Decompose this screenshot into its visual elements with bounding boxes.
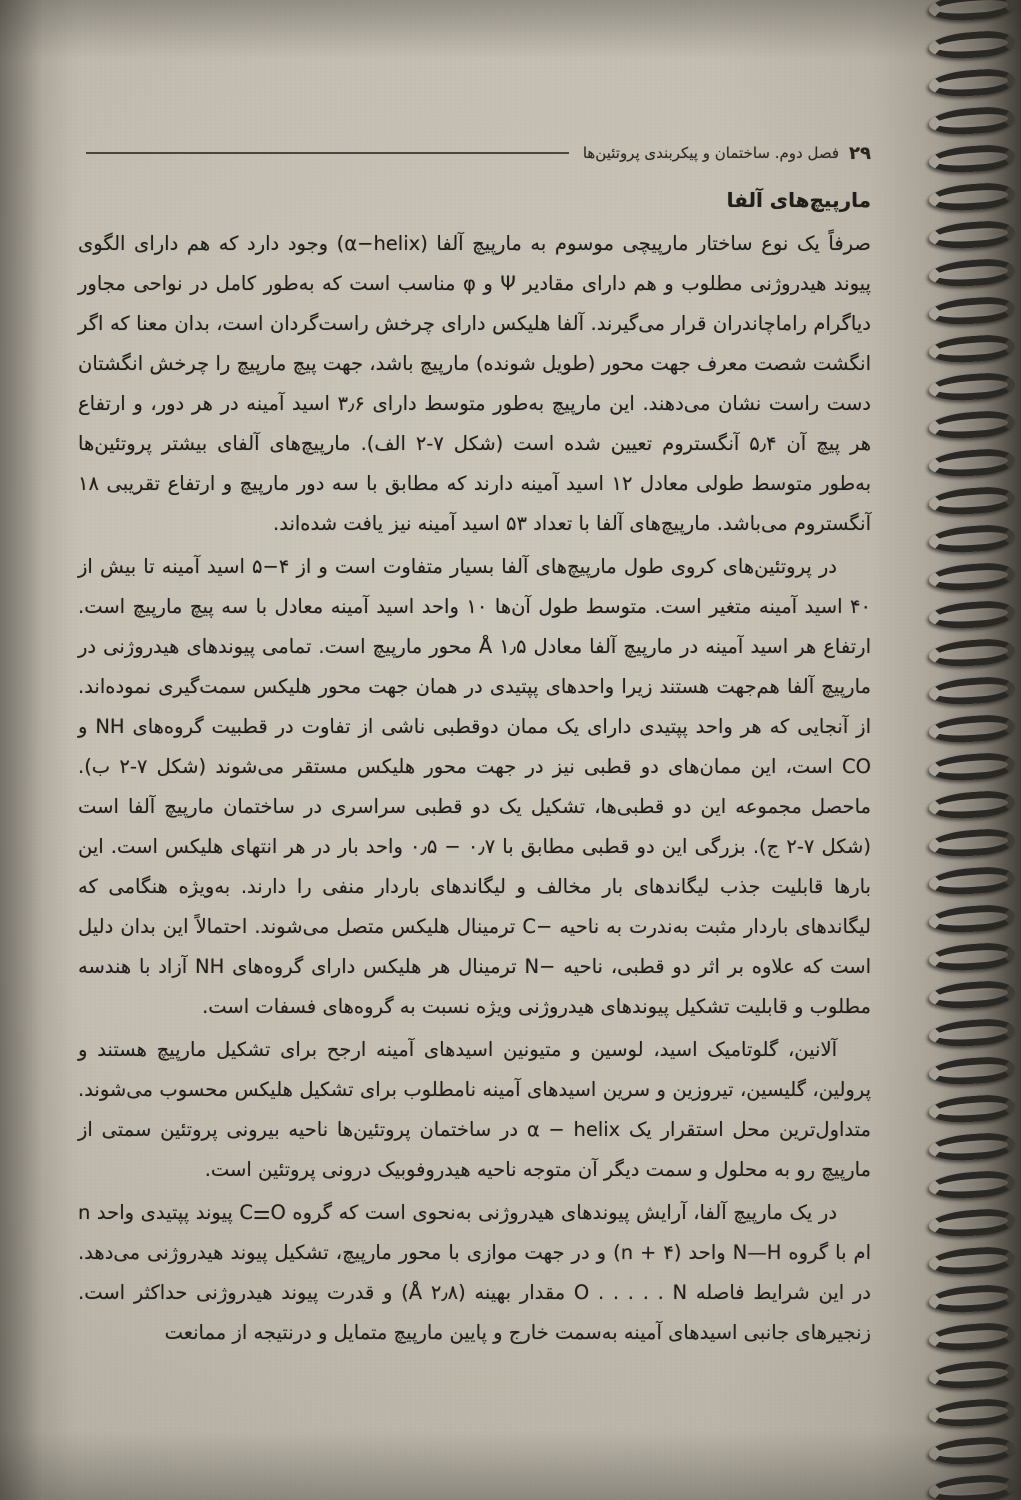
body-paragraph-4: در یک مارپیچ آلفا، آرایش پیوندهای هیدروژنی به‌نحوی است که گروه C⚌O پیوند پپتیدی واحد n ام با گروه N—H واحد (۴ + n) و در جهت موازی با محور مارپیچ، تشکیل پیوند هیدروژنی می‌دهد. در این شرایط فاصله O . . . . . N مقدار بهینه (۲٫۸ Å) و قدرت پیوند هیدروژنی حداکثر است. زنجیرهای جانبی اسیدهای آمینه به‌سمت خارج و پایین مارپیچ متمایل و درنتیجه از ممانعت [78, 1201, 871, 1344]
section-heading: مارپیچ‌های آلفا [726, 188, 871, 212]
page-number: ۲۹ [849, 142, 871, 164]
body-paragraph-1: صرفاً یک نوع ساختار مارپیچی موسوم به مارپیچ آلفا (α−helix) وجود دارد که هم دارای الگوی پیوند هیدروژنی مطلوب و هم دارای مقادیر Ψ و φ مناسب است که به‌طور کامل در نواحی مجاور دیاگرام راماچاندران قرار می‌گیرند. آلفا هلیکس دارای چرخش راست‌گردان است، بدان معنا که اگر انگشت شصت معرف جهت محور (طویل شونده) مارپیچ باشد، جهت پیچ مارپیچ را چرخش انگشتان دست راست نشان می‌دهند. این مارپیچ به‌طور متوسط دارای ۳٫۶ اسید آمینه در هر دور، و ارتفاع هر پیچ آن ۵٫۴ آنگستروم تعیین شده است (شکل ۷-۲ الف). مارپیچ‌های آلفای بیشتر پروتئین‌ها به‌طور متوسط طولی معادل ۱۲ اسید آمینه دارند که مطابق با سه دور مارپیچ و ارتفاع تقریبی ۱۸ آنگستروم می‌باشد. مارپیچ‌های آلفا با تعداد ۵۳ اسید آمینه نیز یافت شده‌اند. [78, 232, 872, 535]
header-divider-rule [86, 152, 569, 154]
chapter-title: فصل دوم. ساختمان و پیکربندی پروتئین‌ها [582, 144, 840, 162]
body-paragraph-2: در پروتئین‌های کروی طول مارپیچ‌های آلفا بسیار متفاوت است و از ۴−۵ اسید آمینه تا بیش از ۴۰ اسید آمینه متغیر است. متوسط طول آن‌ها ۱۰ واحد اسید آمینه معادل با سه پیچ مارپیچ است. ارتفاع هر اسید آمینه در مارپیچ آلفا معادل ۱٫۵ Å محور مارپیچ است. تمامی پیوندهای هیدروژنی در مارپیچ آلفا هم‌جهت هستند زیرا واحدهای پپتیدی در همان جهت محور هلیکس سمت‌گیری نموده‌اند. از آنجایی که هر واحد پپتیدی دارای یک ممان دوقطبی ناشی از تفاوت در قطبیت گروه‌های NH و CO است، این ممان‌های دو قطبی نیز در جهت محور هلیکس مستقر می‌شوند (شکل ۷-۲ ب). ماحصل مجموعه این دو قطبی‌ها، تشکیل یک دو قطبی سراسری در ساختمان مارپیچ آلفا است (شکل ۷-۲ ج). بزرگی این دو قطبی مطابق با ۰٫۷ − ۰٫۵ واحد بار در هر انتهای هلیکس است. این بارها قابلیت جذب لیگاندهای بار مخالف و لیگاندهای باردار منفی را دارند. به‌ویژه هنگامی که لیگاندهای باردار مثبت به‌ندرت به ناحیه −C ترمینال هلیکس متصل می‌شوند. احتمالاً این بدان دلیل است که علاوه بر اثر دو قطبی، ناحیه −N ترمینال هر هلیکس دارای گروه‌های NH آزاد با هندسه مطلوب و قابلیت تشکیل پیوندهای هیدروژنی ویژه نسبت به گروه‌های فسفات است. [78, 555, 872, 1018]
body-paragraph-3: آلانین، گلوتامیک اسید، لوسین و متیونین اسیدهای آمینه ارجح برای تشکیل مارپیچ هستند و پرولین، گلیسین، تیروزین و سرین اسیدهای آمینه نامطلوب برای تشکیل هلیکس محسوب می‌شوند. متداول‌ترین محل استقرار یک α − helix در ساختمان پروتئین‌ها ناحیه بیرونی پروتئین سمتی از مارپیچ رو به محلول و سمت دیگر آن متوجه ناحیه هیدروفوبیک درونی پروتئین است. [78, 1038, 871, 1181]
running-header [78, 140, 871, 166]
page-content [78, 140, 871, 1440]
